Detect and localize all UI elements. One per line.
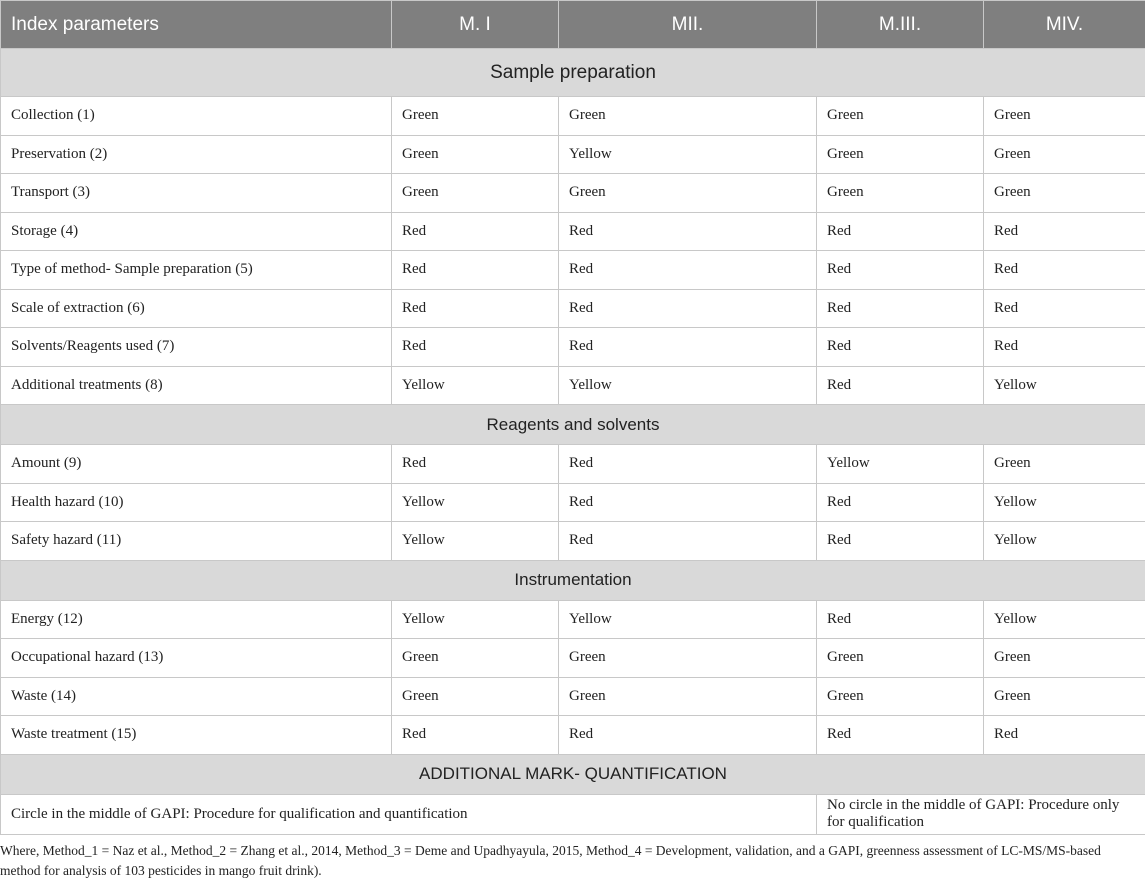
row-parameter: Scale of extraction (6) [1,289,392,328]
cell-method-4: Green [984,135,1145,174]
cell-method-3: Red [817,716,984,755]
section-header-row [1,49,1145,97]
cell-method-2: Red [559,445,817,484]
cell-method-3: Red [817,483,984,522]
row-parameter: Storage (4) [1,212,392,251]
section-header-row [1,560,1145,600]
cell-method-3: Red [817,522,984,561]
cell-method-4: Yellow [984,600,1145,639]
cell-method-4: Green [984,677,1145,716]
cell-method-3: Red [817,212,984,251]
table-row [1,328,1145,367]
cell-method-1: Green [392,135,559,174]
row-parameter: Transport (3) [1,174,392,213]
row-parameter: Collection (1) [1,97,392,136]
row-parameter: Waste treatment (15) [1,716,392,755]
cell-method-2: Yellow [559,366,817,405]
section-title-instrumentation: Instrumentation [1,560,1145,600]
cell-method-4: Green [984,97,1145,136]
cell-method-4: Green [984,445,1145,484]
row-parameter: Occupational hazard (13) [1,639,392,678]
row-parameter: Safety hazard (11) [1,522,392,561]
cell-method-2: Green [559,97,817,136]
row-parameter: Amount (9) [1,445,392,484]
cell-method-2: Red [559,522,817,561]
cell-method-4: Red [984,212,1145,251]
cell-method-3: Green [817,639,984,678]
cell-method-1: Red [392,716,559,755]
cell-method-2: Red [559,289,817,328]
cell-method-2: Red [559,716,817,755]
section-title-reagents-and-solvents: Reagents and solvents [1,405,1145,445]
additional-mark-left: Circle in the middle of GAPI: Procedure for qualification and quantification [1,794,817,834]
cell-method-4: Green [984,639,1145,678]
cell-method-2: Red [559,212,817,251]
cell-method-3: Red [817,366,984,405]
cell-method-3: Yellow [817,445,984,484]
cell-method-1: Yellow [392,522,559,561]
cell-method-1: Red [392,251,559,290]
table-row [1,483,1145,522]
table-row [1,366,1145,405]
row-parameter: Type of method- Sample preparation (5) [1,251,392,290]
table-row [1,251,1145,290]
table-row [1,639,1145,678]
table-footnote: Where, Method_1 = Naz et al., Method_2 = Zhang et al., 2014, Method_3 = Deme and Upadhyayula, 2015, Method_4 = Development, validation, and a GAPI, greenness assessment of LC-MS/MS-based method for analysis of 103 pesticides in mango fruit drink). [0,843,1101,878]
row-parameter: Energy (12) [1,600,392,639]
cell-method-3: Red [817,251,984,290]
cell-method-1: Green [392,677,559,716]
cell-method-1: Green [392,174,559,213]
cell-method-1: Green [392,97,559,136]
table-row [1,716,1145,755]
cell-method-4: Yellow [984,366,1145,405]
cell-method-1: Red [392,289,559,328]
header-index-parameters: Index parameters [1,1,392,49]
cell-method-4: Green [984,174,1145,213]
cell-method-3: Red [817,328,984,367]
row-parameter: Waste (14) [1,677,392,716]
section-title-additional-mark: ADDITIONAL MARK- QUANTIFICATION [1,754,1145,794]
cell-method-2: Red [559,251,817,290]
additional-mark-row [1,794,1145,834]
cell-method-4: Red [984,289,1145,328]
header-method-3: M.III. [817,1,984,49]
cell-method-3: Green [817,97,984,136]
cell-method-1: Green [392,639,559,678]
cell-method-2: Green [559,677,817,716]
cell-method-1: Yellow [392,600,559,639]
cell-method-2: Yellow [559,600,817,639]
cell-method-2: Red [559,483,817,522]
cell-method-3: Green [817,174,984,213]
table-row [1,445,1145,484]
row-parameter: Health hazard (10) [1,483,392,522]
header-method-4: MIV. [984,1,1145,49]
cell-method-1: Red [392,328,559,367]
cell-method-3: Red [817,600,984,639]
cell-method-1: Yellow [392,483,559,522]
cell-method-2: Green [559,174,817,213]
table-row [1,289,1145,328]
cell-method-1: Red [392,212,559,251]
additional-mark-right: No circle in the middle of GAPI: Procedure only for qualification [817,794,1145,834]
header-method-1: M. I [392,1,559,49]
row-parameter: Preservation (2) [1,135,392,174]
header-row [1,1,1145,49]
table-row [1,135,1145,174]
cell-method-4: Yellow [984,522,1145,561]
row-parameter: Solvents/Reagents used (7) [1,328,392,367]
header-method-2: MII. [559,1,817,49]
section-title-sample-preparation: Sample preparation [1,49,1145,97]
cell-method-1: Red [392,445,559,484]
table-row [1,677,1145,716]
section-header-row [1,754,1145,794]
table-row [1,97,1145,136]
cell-method-4: Red [984,251,1145,290]
table-row [1,174,1145,213]
cell-method-4: Red [984,716,1145,755]
cell-method-4: Yellow [984,483,1145,522]
cell-method-2: Green [559,639,817,678]
table-row [1,522,1145,561]
cell-method-2: Red [559,328,817,367]
table-row [1,600,1145,639]
row-parameter: Additional treatments (8) [1,366,392,405]
cell-method-3: Green [817,135,984,174]
table-body [1,49,1145,835]
cell-method-1: Yellow [392,366,559,405]
cell-method-2: Yellow [559,135,817,174]
section-header-row [1,405,1145,445]
cell-method-3: Green [817,677,984,716]
cell-method-3: Red [817,289,984,328]
table-row [1,212,1145,251]
cell-method-4: Red [984,328,1145,367]
